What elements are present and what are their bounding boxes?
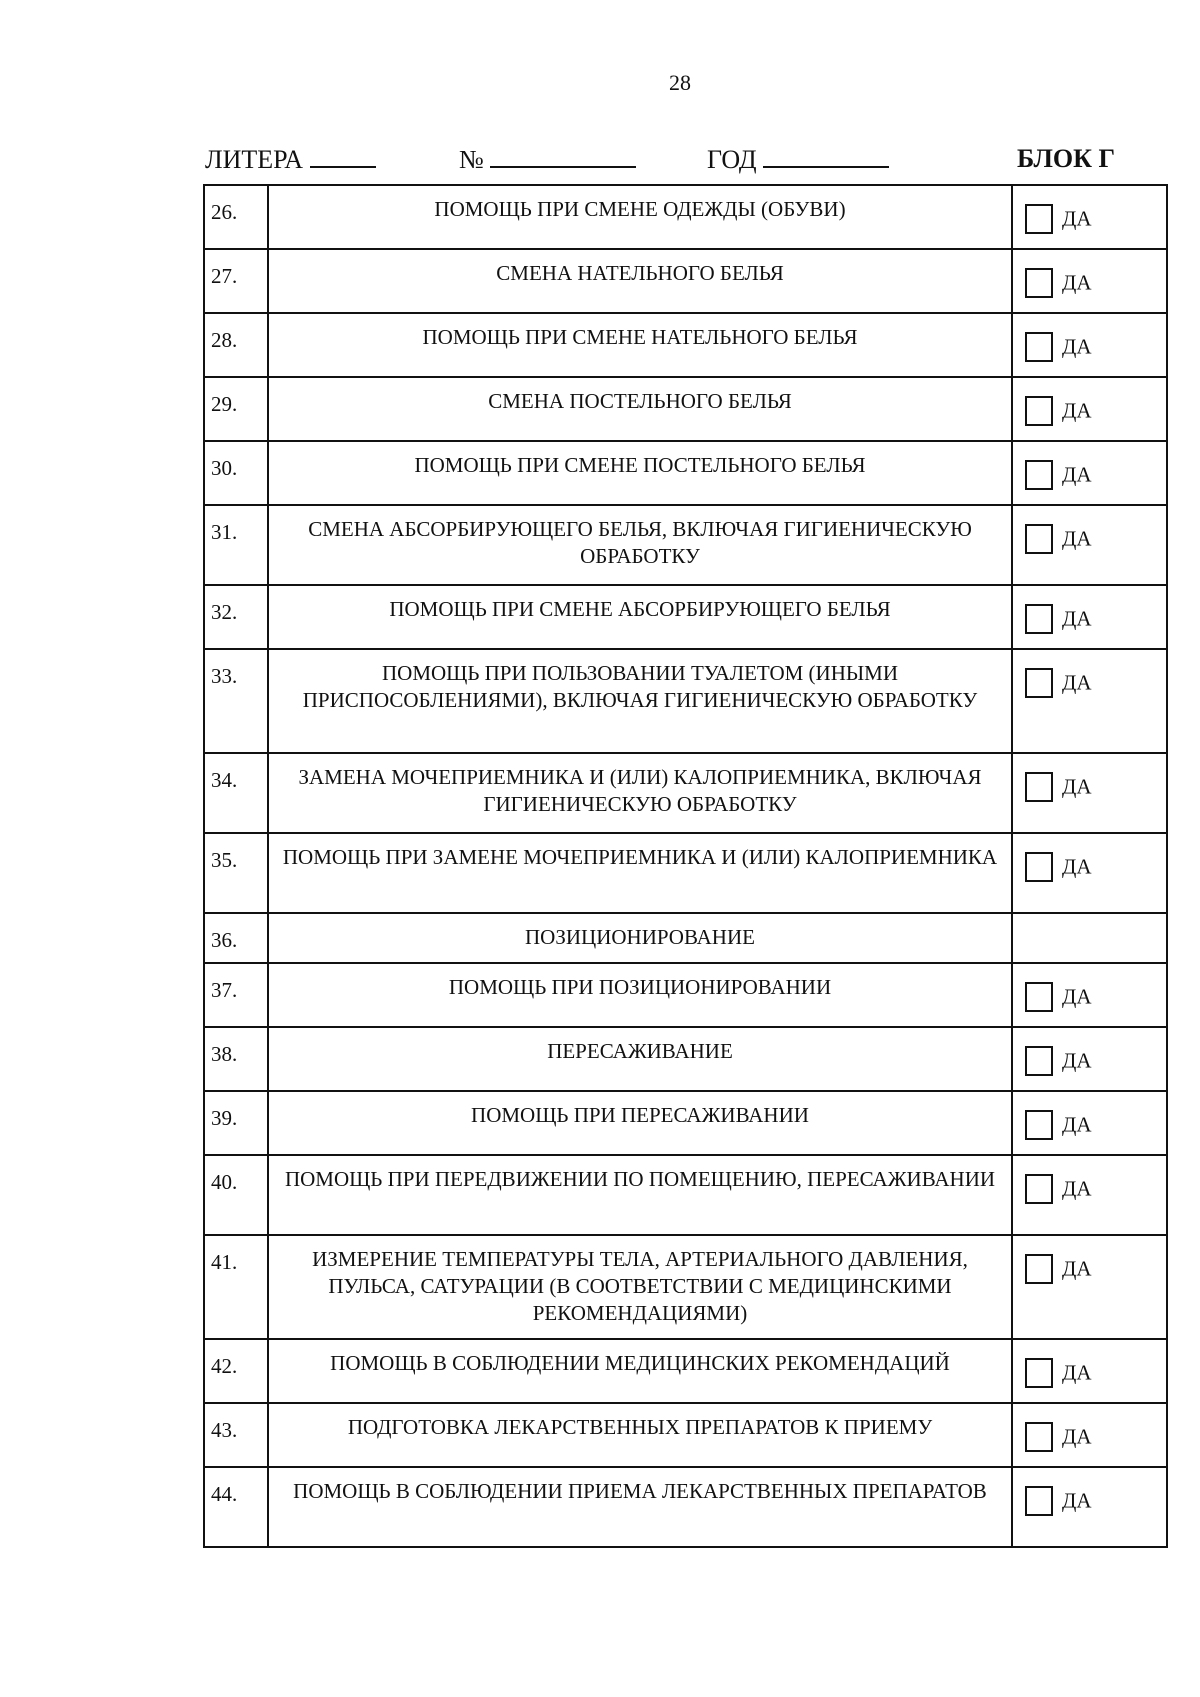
yes-label: ДА [1062,1048,1092,1073]
yes-label: ДА [1062,270,1092,295]
row-answer-cell [1012,963,1167,1027]
row-answer-cell [1012,1467,1167,1547]
row-number: 41. [204,1235,268,1339]
yes-checkbox[interactable] [1025,1422,1053,1452]
yes-label: ДА [1062,774,1092,799]
yes-checkbox[interactable] [1025,1486,1053,1516]
row-number: 34. [204,753,268,833]
row-number: 37. [204,963,268,1027]
row-number: 39. [204,1091,268,1155]
form-header [205,144,1115,176]
row-description: ПОМОЩЬ ПРИ ПЕРЕСАЖИВАНИИ [268,1091,1012,1155]
row-answer-cell [1012,377,1167,441]
block-label: БЛОК Г [1016,144,1115,173]
yes-checkbox[interactable] [1025,852,1053,882]
row-answer-cell [1012,1235,1167,1339]
table-row [204,833,1167,913]
table-row [204,1403,1167,1467]
row-description: СМЕНА АБСОРБИРУЮЩЕГО БЕЛЬЯ, ВКЛЮЧАЯ ГИГИЕНИЧЕСКУЮ ОБРАБОТКУ [268,505,1012,585]
row-number: 30. [204,441,268,505]
row-number: 36. [204,913,268,963]
yes-label: ДА [1062,1360,1092,1385]
row-description: ПОМОЩЬ ПРИ ЗАМЕНЕ МОЧЕПРИЕМНИКА И (ИЛИ) КАЛОПРИЕМНИКА [268,833,1012,913]
yes-checkbox[interactable] [1025,1254,1053,1284]
yes-checkbox[interactable] [1025,268,1053,298]
row-number: 29. [204,377,268,441]
row-description: ПОМОЩЬ ПРИ СМЕНЕ НАТЕЛЬНОГО БЕЛЬЯ [268,313,1012,377]
row-description: ИЗМЕРЕНИЕ ТЕМПЕРАТУРЫ ТЕЛА, АРТЕРИАЛЬНОГО ДАВЛЕНИЯ, ПУЛЬСА, САТУРАЦИИ (В СООТВЕТСТВИИ С МЕДИЦИНСКИМИ РЕКОМЕНДАЦИЯМИ) [268,1235,1012,1339]
row-number: 38. [204,1027,268,1091]
yes-checkbox[interactable] [1025,1174,1053,1204]
yes-checkbox[interactable] [1025,668,1053,698]
yes-label: ДА [1062,1256,1092,1281]
table-row [204,1027,1167,1091]
table-row [204,377,1167,441]
yes-checkbox[interactable] [1025,396,1053,426]
yes-label: ДА [1062,1112,1092,1137]
number-label: № [459,145,484,174]
yes-label: ДА [1062,398,1092,423]
yes-label: ДА [1062,606,1092,631]
yes-label: ДА [1062,984,1092,1009]
row-description: ПОМОЩЬ В СОБЛЮДЕНИИ МЕДИЦИНСКИХ РЕКОМЕНДАЦИЙ [268,1339,1012,1403]
year-blank[interactable] [763,144,889,168]
row-answer-cell [1012,1339,1167,1403]
litera-blank[interactable] [310,144,376,168]
yes-checkbox[interactable] [1025,524,1053,554]
table-row [204,505,1167,585]
row-answer-cell [1012,505,1167,585]
row-description: ПОМОЩЬ ПРИ ПОЛЬЗОВАНИИ ТУАЛЕТОМ (ИНЫМИ ПРИСПОСОБЛЕНИЯМИ), ВКЛЮЧАЯ ГИГИЕНИЧЕСКУЮ ОБРАБОТКУ [268,649,1012,753]
page-number: 28 [669,70,691,95]
yes-checkbox[interactable] [1025,332,1053,362]
table-row [204,1155,1167,1235]
row-answer-cell [1012,313,1167,377]
row-description: ПОМОЩЬ ПРИ ПЕРЕДВИЖЕНИИ ПО ПОМЕЩЕНИЮ, ПЕРЕСАЖИВАНИИ [268,1155,1012,1235]
table-row [204,1091,1167,1155]
row-description: СМЕНА ПОСТЕЛЬНОГО БЕЛЬЯ [268,377,1012,441]
row-description: ПЕРЕСАЖИВАНИЕ [268,1027,1012,1091]
row-description: ПОМОЩЬ ПРИ СМЕНЕ ОДЕЖДЫ (ОБУВИ) [268,185,1012,249]
row-description: ПОДГОТОВКА ЛЕКАРСТВЕННЫХ ПРЕПАРАТОВ К ПРИЕМУ [268,1403,1012,1467]
yes-checkbox[interactable] [1025,982,1053,1012]
row-number: 32. [204,585,268,649]
yes-checkbox[interactable] [1025,604,1053,634]
row-number: 27. [204,249,268,313]
row-answer-cell [1012,913,1167,963]
table-row [204,753,1167,833]
row-number: 26. [204,185,268,249]
row-number: 33. [204,649,268,753]
row-answer-cell [1012,1027,1167,1091]
row-number: 28. [204,313,268,377]
table-row [204,1467,1167,1547]
yes-label: ДА [1062,1488,1092,1513]
row-number: 42. [204,1339,268,1403]
number-blank[interactable] [490,144,636,168]
row-description: ЗАМЕНА МОЧЕПРИЕМНИКА И (ИЛИ) КАЛОПРИЕМНИКА, ВКЛЮЧАЯ ГИГИЕНИЧЕСКУЮ ОБРАБОТКУ [268,753,1012,833]
yes-label: ДА [1062,526,1092,551]
number-field [459,144,636,175]
litera-field [205,144,376,175]
yes-label: ДА [1062,206,1092,231]
table-row [204,249,1167,313]
yes-checkbox[interactable] [1025,1046,1053,1076]
yes-label: ДА [1062,854,1092,879]
row-number: 31. [204,505,268,585]
row-description: ПОМОЩЬ В СОБЛЮДЕНИИ ПРИЕМА ЛЕКАРСТВЕННЫХ ПРЕПАРАТОВ [268,1467,1012,1547]
row-number: 43. [204,1403,268,1467]
yes-checkbox[interactable] [1025,1110,1053,1140]
table-row [204,185,1167,249]
yes-checkbox[interactable] [1025,460,1053,490]
row-answer-cell [1012,833,1167,913]
year-label: ГОД [707,145,757,174]
yes-checkbox[interactable] [1025,772,1053,802]
row-number: 35. [204,833,268,913]
table-row [204,1339,1167,1403]
table-row [204,963,1167,1027]
table-row [204,1235,1167,1339]
table-row [204,585,1167,649]
row-answer-cell [1012,249,1167,313]
yes-label: ДА [1062,1424,1092,1449]
row-answer-cell [1012,441,1167,505]
litera-label: ЛИТЕРА [205,145,304,174]
row-answer-cell [1012,585,1167,649]
table-row [204,649,1167,753]
row-answer-cell [1012,185,1167,249]
row-description: ПОЗИЦИОНИРОВАНИЕ [268,913,1012,963]
table-row [204,441,1167,505]
row-description: ПОМОЩЬ ПРИ СМЕНЕ АБСОРБИРУЮЩЕГО БЕЛЬЯ [268,585,1012,649]
row-description: СМЕНА НАТЕЛЬНОГО БЕЛЬЯ [268,249,1012,313]
yes-checkbox[interactable] [1025,1358,1053,1388]
row-answer-cell [1012,649,1167,753]
services-table [203,184,1168,1548]
row-description: ПОМОЩЬ ПРИ СМЕНЕ ПОСТЕЛЬНОГО БЕЛЬЯ [268,441,1012,505]
row-answer-cell [1012,1155,1167,1235]
yes-label: ДА [1062,462,1092,487]
row-answer-cell [1012,753,1167,833]
yes-checkbox[interactable] [1025,204,1053,234]
row-number: 40. [204,1155,268,1235]
table-row [204,313,1167,377]
yes-label: ДА [1062,1176,1092,1201]
year-field [707,144,889,175]
yes-label: ДА [1062,670,1092,695]
row-answer-cell [1012,1403,1167,1467]
table-row [204,913,1167,963]
row-answer-cell [1012,1091,1167,1155]
yes-label: ДА [1062,334,1092,359]
row-description: ПОМОЩЬ ПРИ ПОЗИЦИОНИРОВАНИИ [268,963,1012,1027]
row-number: 44. [204,1467,268,1547]
